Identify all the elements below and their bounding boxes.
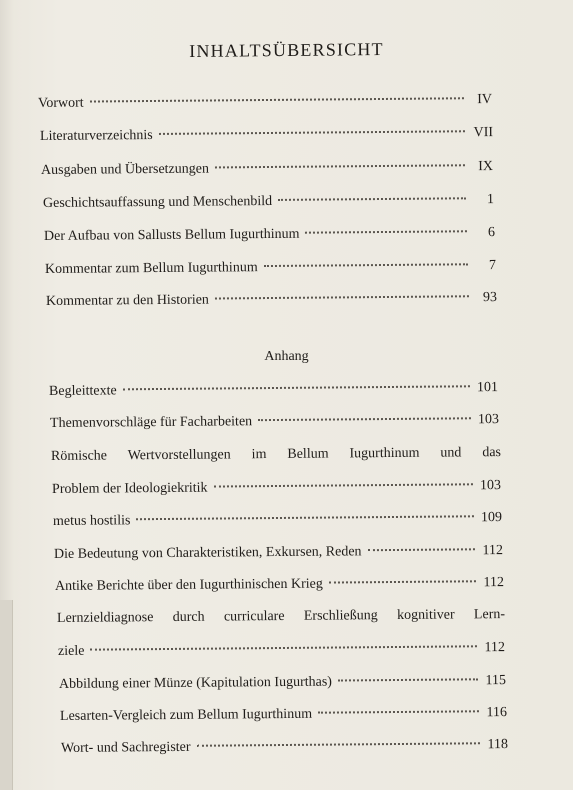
toc-entry-page-number: 7 <box>488 258 497 274</box>
toc-entry-row <box>45 257 496 279</box>
appendix-entry-row <box>53 509 502 531</box>
appendix-entry-label: Problem der Ideologiekritik <box>51 480 208 497</box>
dot-leader <box>196 742 480 746</box>
dot-leader <box>278 197 466 201</box>
appendix-entry-label: Wort- und Sachregister <box>60 739 191 756</box>
appendix-entry-label: metus hostilis <box>52 513 131 529</box>
appendix-entry-row <box>60 704 507 726</box>
appendix-entry-label: Begleittexte <box>48 383 117 399</box>
dot-leader <box>329 580 476 583</box>
toc-entry-label: Kommentar zu den Historien <box>45 292 209 309</box>
toc-entry-page-number: 1 <box>486 192 495 208</box>
appendix-entry-row <box>50 411 499 433</box>
appendix-entry-label: Römische Wertvorstellungen im Bellum Iugurthinum und das <box>50 445 502 464</box>
appendix-entry-row <box>59 672 506 694</box>
toc-entry-row <box>38 91 492 113</box>
appendix-entry-row <box>57 606 505 628</box>
toc-entry-row <box>46 289 497 311</box>
dot-leader <box>338 678 478 681</box>
appendix-entry-page-number: 103 <box>479 478 502 494</box>
dot-leader <box>264 263 468 267</box>
appendix-entry-label: Lernzieldiagnose durch curriculare Erschließung kognitiver Lern- <box>56 607 506 626</box>
appendix-entry-page-number: 103 <box>477 412 500 428</box>
dot-leader <box>90 97 464 102</box>
toc-entry-label: Vorwort <box>37 95 84 111</box>
appendix-entry-row <box>51 444 501 466</box>
dot-leader <box>159 130 465 135</box>
appendix-heading: Anhang <box>264 349 309 364</box>
appendix-entry-row <box>54 542 503 564</box>
dot-leader <box>215 295 469 299</box>
appendix-entry-row <box>49 379 498 401</box>
appendix-entry-page-number: 112 <box>483 575 505 591</box>
appendix-entry-label: Themenvorschläge für Facharbeiten <box>49 414 253 431</box>
toc-entry-row <box>44 224 495 246</box>
dot-leader <box>215 164 465 168</box>
appendix-entry-page-number: 109 <box>480 510 503 526</box>
dot-leader <box>90 645 477 650</box>
appendix-entry-label: Lesarten-Vergleich zum Bellum Iugurthinum <box>59 706 313 724</box>
appendix-entry-page-number: 112 <box>482 543 504 559</box>
toc-entry-label: Geschichtsauffassung und Menschenbild <box>42 193 273 211</box>
toc-entry-page-number: 93 <box>482 290 498 306</box>
toc-entry-page-number: 6 <box>487 225 496 241</box>
appendix-entry-label: Antike Berichte über den Iugurthinischen Krieg <box>54 576 323 594</box>
toc-entry-page-number: IX <box>478 159 494 175</box>
toc-entry-page-number: VII <box>473 125 494 141</box>
appendix-entry-page-number: 101 <box>476 380 499 396</box>
appendix-entry-page-number: 112 <box>484 640 506 656</box>
toc-entry-label: Ausgaben und Übersetzungen <box>40 161 210 178</box>
appendix-entry-page-number: 118 <box>487 737 509 753</box>
dot-leader <box>136 515 474 520</box>
appendix-entry-row <box>52 477 501 499</box>
appendix-entry-row <box>58 639 505 661</box>
toc-entry-row <box>41 158 493 180</box>
dot-leader <box>318 710 479 713</box>
dot-leader <box>214 483 473 487</box>
toc-entry-label: Literaturverzeichnis <box>39 127 153 144</box>
dot-leader <box>305 230 467 233</box>
appendix-entry-page-number: 116 <box>486 705 508 721</box>
appendix-entry-label: ziele <box>57 643 85 659</box>
appendix-entry-row <box>61 736 508 758</box>
appendix-entry-label: Abbildung einer Münze (Kapitulation Iugurthas) <box>58 674 332 692</box>
appendix-entry-row <box>55 574 504 596</box>
toc-entry-label: Der Aufbau von Sallusts Bellum Iugurthinum <box>43 226 300 244</box>
toc-entry-label: Kommentar zum Bellum Iugurthinum <box>44 260 258 277</box>
dot-leader <box>258 417 471 421</box>
dot-leader <box>368 548 475 551</box>
appendix-entry-label: Die Bedeutung von Charakteristiken, Exkursen, Reden <box>53 544 362 562</box>
appendix-entry-page-number: 115 <box>485 673 507 689</box>
toc-entry-page-number: IV <box>477 92 493 108</box>
toc-entry-row <box>40 124 493 146</box>
page-title: INHALTSÜBERSICHT <box>189 38 384 62</box>
dot-leader <box>123 385 470 390</box>
toc-entry-row <box>43 191 494 213</box>
